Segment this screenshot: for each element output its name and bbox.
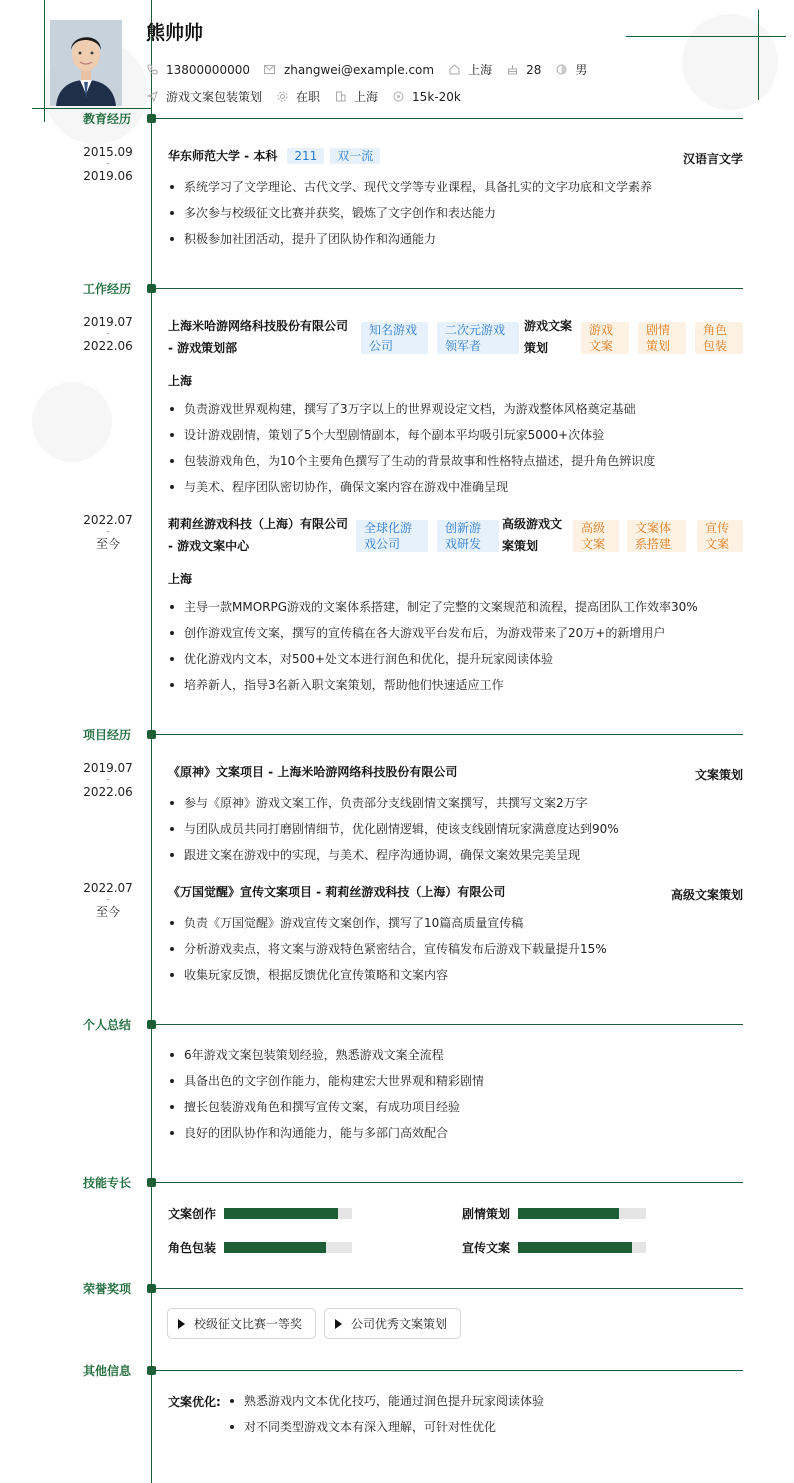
date-separator: - (106, 527, 110, 537)
coin-icon (392, 91, 404, 103)
company-line: 上海米哈游网络科技股份有限公司 (168, 319, 349, 333)
skill-bar (518, 1208, 646, 1219)
date-separator: - (106, 895, 110, 905)
list-item: 参与《原神》游戏文案工作，负责部分支线剧情文案撰写，共撰写文案2万字 (168, 795, 619, 821)
city-item (448, 61, 492, 78)
company-tag: 知名游戏公司 (361, 322, 428, 354)
award-label: 公司优秀文案策划 (351, 1317, 448, 1331)
school-tag: 双一流 (330, 148, 380, 164)
award-badge (167, 1308, 316, 1339)
section-divider (156, 1182, 743, 1183)
avatar (50, 20, 122, 106)
section-title-work: 工作经历 (83, 282, 132, 296)
job-dates (80, 316, 136, 352)
company-line: 莉莉丝游戏科技（上海）有限公司 (168, 517, 349, 531)
decor-circle (682, 14, 778, 110)
start-date: 2019.07 (83, 315, 133, 329)
section-divider (156, 1288, 743, 1289)
decor-line (44, 0, 45, 122)
skill-item (462, 1239, 646, 1256)
target-city-text: 上海 (354, 90, 379, 104)
skill-bar (518, 1242, 646, 1253)
project-dates (80, 882, 136, 918)
contact-row (146, 61, 601, 78)
start-date: 2019.07 (83, 761, 133, 775)
triangle-icon (335, 1319, 342, 1329)
education-bullets (168, 179, 652, 257)
email-item (264, 63, 434, 77)
list-item: 熟悉游戏内文本优化技巧，能通过润色提升玩家阅读体验 (228, 1393, 544, 1419)
project-title: 《原神》文案项目 - 上海米哈游网络科技股份有限公司 (168, 765, 458, 779)
timeline-line (151, 0, 152, 1483)
section-divider (156, 118, 743, 119)
project-bullets (168, 795, 619, 873)
list-item: 负责游戏世界观构建，撰写了3万字以上的世界观设定文档，为游戏整体风格奠定基础 (168, 401, 655, 427)
list-item: 负责《万国觉醒》游戏宣传文案创作，撰写了10篇高质量宣传稿 (168, 915, 607, 941)
list-item: 积极参加社团活动，提升了团队协作和沟通能力 (168, 231, 652, 257)
decor-line (758, 10, 759, 100)
skill-tag: 剧情策划 (638, 322, 686, 354)
section-divider (156, 734, 743, 735)
decor-line (626, 36, 786, 37)
section-marker (147, 284, 156, 293)
age-text: 28 (526, 62, 542, 77)
skill-bar (224, 1242, 352, 1253)
list-item: 主导一款MMORPG游戏的文案体系搭建，制定了完整的文案规范和流程，提高团队工作效率30% (168, 599, 698, 625)
target-role-item (146, 88, 262, 105)
skill-tag: 角色包装 (695, 322, 743, 354)
company-name (168, 513, 348, 557)
section-divider (156, 1024, 743, 1025)
skill-item (168, 1205, 352, 1222)
project-role: 高级文案策划 (670, 888, 743, 902)
company-tag: 创新游戏研发 (437, 520, 499, 552)
award-label: 校级征文比赛一等奖 (194, 1317, 303, 1331)
other-bullets (228, 1393, 544, 1445)
city-text: 上海 (468, 63, 493, 77)
company-tag: 二次元游戏领军者 (437, 322, 519, 354)
email-text: zhangwei@example.com (283, 62, 435, 77)
list-item: 设计游戏剧情，策划了5个大型剧情副本，每个副本平均吸引玩家5000+次体验 (168, 427, 655, 453)
skill-tag: 宣传文案 (697, 520, 743, 552)
target-role-text: 游戏文案包装策划 (166, 90, 263, 104)
status-text: 在职 (296, 90, 321, 104)
section-divider (156, 1370, 743, 1371)
skill-bar-fill (518, 1242, 632, 1253)
job-role: 高级游戏文案策划 (502, 517, 563, 553)
section-marker (147, 730, 156, 739)
section-title-skills: 技能专长 (83, 1176, 132, 1190)
summary-bullets (168, 1047, 484, 1151)
start-date: 2022.07 (83, 513, 133, 527)
list-item: 培养新人，指导3名新入职文案策划，帮助他们快速适应工作 (168, 677, 698, 703)
gender-item (555, 61, 587, 78)
list-item: 具备出色的文字创作能力，能构建宏大世界观和精彩剧情 (168, 1073, 484, 1099)
skill-bar-fill (224, 1208, 338, 1219)
award-badge (324, 1308, 461, 1339)
age-item (506, 63, 541, 77)
list-item: 6年游戏文案包装策划经验，熟悉游戏文案全流程 (168, 1047, 484, 1073)
job-bullets (168, 599, 698, 703)
other-label: 文案优化: (168, 1395, 221, 1409)
skill-name: 文案创作 (168, 1207, 217, 1221)
gender-icon (555, 64, 567, 76)
date-separator: - (106, 329, 110, 339)
target-city-item (334, 88, 378, 105)
list-item: 包装游戏角色，为10个主要角色撰写了生动的背景故事和性格特点描述，提升角色辨识度 (168, 453, 655, 479)
triangle-icon (178, 1319, 185, 1329)
section-marker (147, 1366, 156, 1375)
section-marker (147, 1284, 156, 1293)
cake-icon (506, 64, 518, 76)
skill-bar-fill (518, 1208, 619, 1219)
end-date: 至今 (95, 537, 120, 551)
project-dates (80, 762, 136, 798)
list-item: 多次参与校级征文比赛并获奖，锻炼了文字创作和表达能力 (168, 205, 652, 231)
list-item: 擅长包装游戏角色和撰写宣传文案，有成功项目经验 (168, 1099, 484, 1125)
project-role: 文案策划 (694, 768, 743, 782)
job-location: 上海 (168, 572, 193, 586)
section-title-projects: 项目经历 (83, 728, 132, 742)
job-dates (80, 514, 136, 550)
school-tag: 211 (287, 148, 324, 164)
skill-item (462, 1205, 646, 1222)
list-item: 系统学习了文学理论、古代文学、现代文学等专业课程，具备扎实的文字功底和文学素养 (168, 179, 652, 205)
send-icon (146, 91, 158, 103)
department-line: - 游戏文案中心 (168, 539, 250, 553)
salary-text: 15k-20k (412, 89, 461, 104)
skill-tag: 游戏文案 (581, 322, 629, 354)
end-date: 2022.06 (83, 339, 133, 353)
decor-line (32, 108, 152, 109)
skill-name: 宣传文案 (462, 1241, 511, 1255)
section-title-summary: 个人总结 (83, 1018, 132, 1032)
project-title: 《万国觉醒》宣传文案项目 - 莉莉丝游戏科技（上海）有限公司 (168, 885, 506, 899)
list-item: 良好的团队协作和沟通能力，能与多部门高效配合 (168, 1125, 484, 1151)
status-item (276, 88, 320, 105)
start-date: 2022.07 (83, 881, 133, 895)
list-item: 跟进文案在游戏中的实现，与美术、程序沟通协调，确保文案效果完美呈现 (168, 847, 619, 873)
list-item: 创作游戏宣传文案，撰写的宣传稿在各大游戏平台发布后，为游戏带来了20万+的新增用户 (168, 625, 698, 651)
gear-icon (276, 91, 288, 103)
phone-item (146, 63, 250, 77)
skill-tag: 文案体系搭建 (627, 520, 686, 552)
school-name: 华东师范大学 - 本科 (168, 149, 278, 163)
project-bullets (168, 915, 607, 993)
job-bullets (168, 401, 655, 505)
building-icon (334, 91, 346, 103)
date-separator: - (106, 159, 110, 169)
school-title (168, 145, 380, 167)
list-item: 与美术、程序团队密切协作，确保文案内容在游戏中准确呈现 (168, 479, 655, 505)
job-role: 游戏文案策划 (524, 319, 573, 355)
section-title-awards: 荣誉奖项 (83, 1282, 132, 1296)
end-date: 至今 (95, 905, 120, 919)
skill-bar (224, 1208, 352, 1219)
company-name (168, 315, 348, 359)
skill-bar-fill (224, 1242, 326, 1253)
section-divider (156, 288, 743, 289)
department-line: - 游戏策划部 (168, 341, 238, 355)
decor-circle (32, 382, 112, 462)
section-marker (147, 114, 156, 123)
section-marker (147, 1178, 156, 1187)
salary-item (392, 90, 461, 104)
list-item: 与团队成员共同打磨剧情细节，优化剧情逻辑，使该支线剧情玩家满意度达到90% (168, 821, 619, 847)
list-item: 优化游戏内文本，对500+处文本进行润色和优化，提升玩家阅读体验 (168, 651, 698, 677)
section-title-other: 其他信息 (83, 1364, 132, 1378)
phone-icon (146, 64, 158, 76)
list-item: 分析游戏卖点，将文案与游戏特色紧密结合，宣传稿发布后游戏下载量提升15% (168, 941, 607, 967)
list-item: 收集玩家反馈，根据反馈优化宣传策略和文案内容 (168, 967, 607, 993)
start-date: 2015.09 (83, 145, 133, 159)
home-icon (448, 64, 460, 76)
skill-tag: 高级文案 (573, 520, 619, 552)
education-dates (80, 146, 136, 182)
job-location: 上海 (168, 374, 193, 388)
skill-name: 角色包装 (168, 1241, 217, 1255)
candidate-name: 熊帅帅 (146, 22, 204, 44)
section-marker (147, 1020, 156, 1029)
phone-text: 13800000000 (166, 62, 250, 77)
job-intent-row (146, 88, 475, 105)
skill-name: 剧情策划 (462, 1207, 511, 1221)
company-tag: 全球化游戏公司 (356, 520, 428, 552)
list-item: 对不同类型游戏文本有深入理解，可针对性优化 (228, 1419, 544, 1445)
date-separator: - (106, 775, 110, 785)
end-date: 2022.06 (83, 785, 133, 799)
end-date: 2019.06 (83, 169, 133, 183)
major: 汉语言文学 (682, 152, 743, 166)
section-title-education: 教育经历 (83, 112, 132, 126)
skill-item (168, 1239, 352, 1256)
gender-text: 男 (575, 63, 588, 77)
mail-icon (264, 64, 276, 76)
